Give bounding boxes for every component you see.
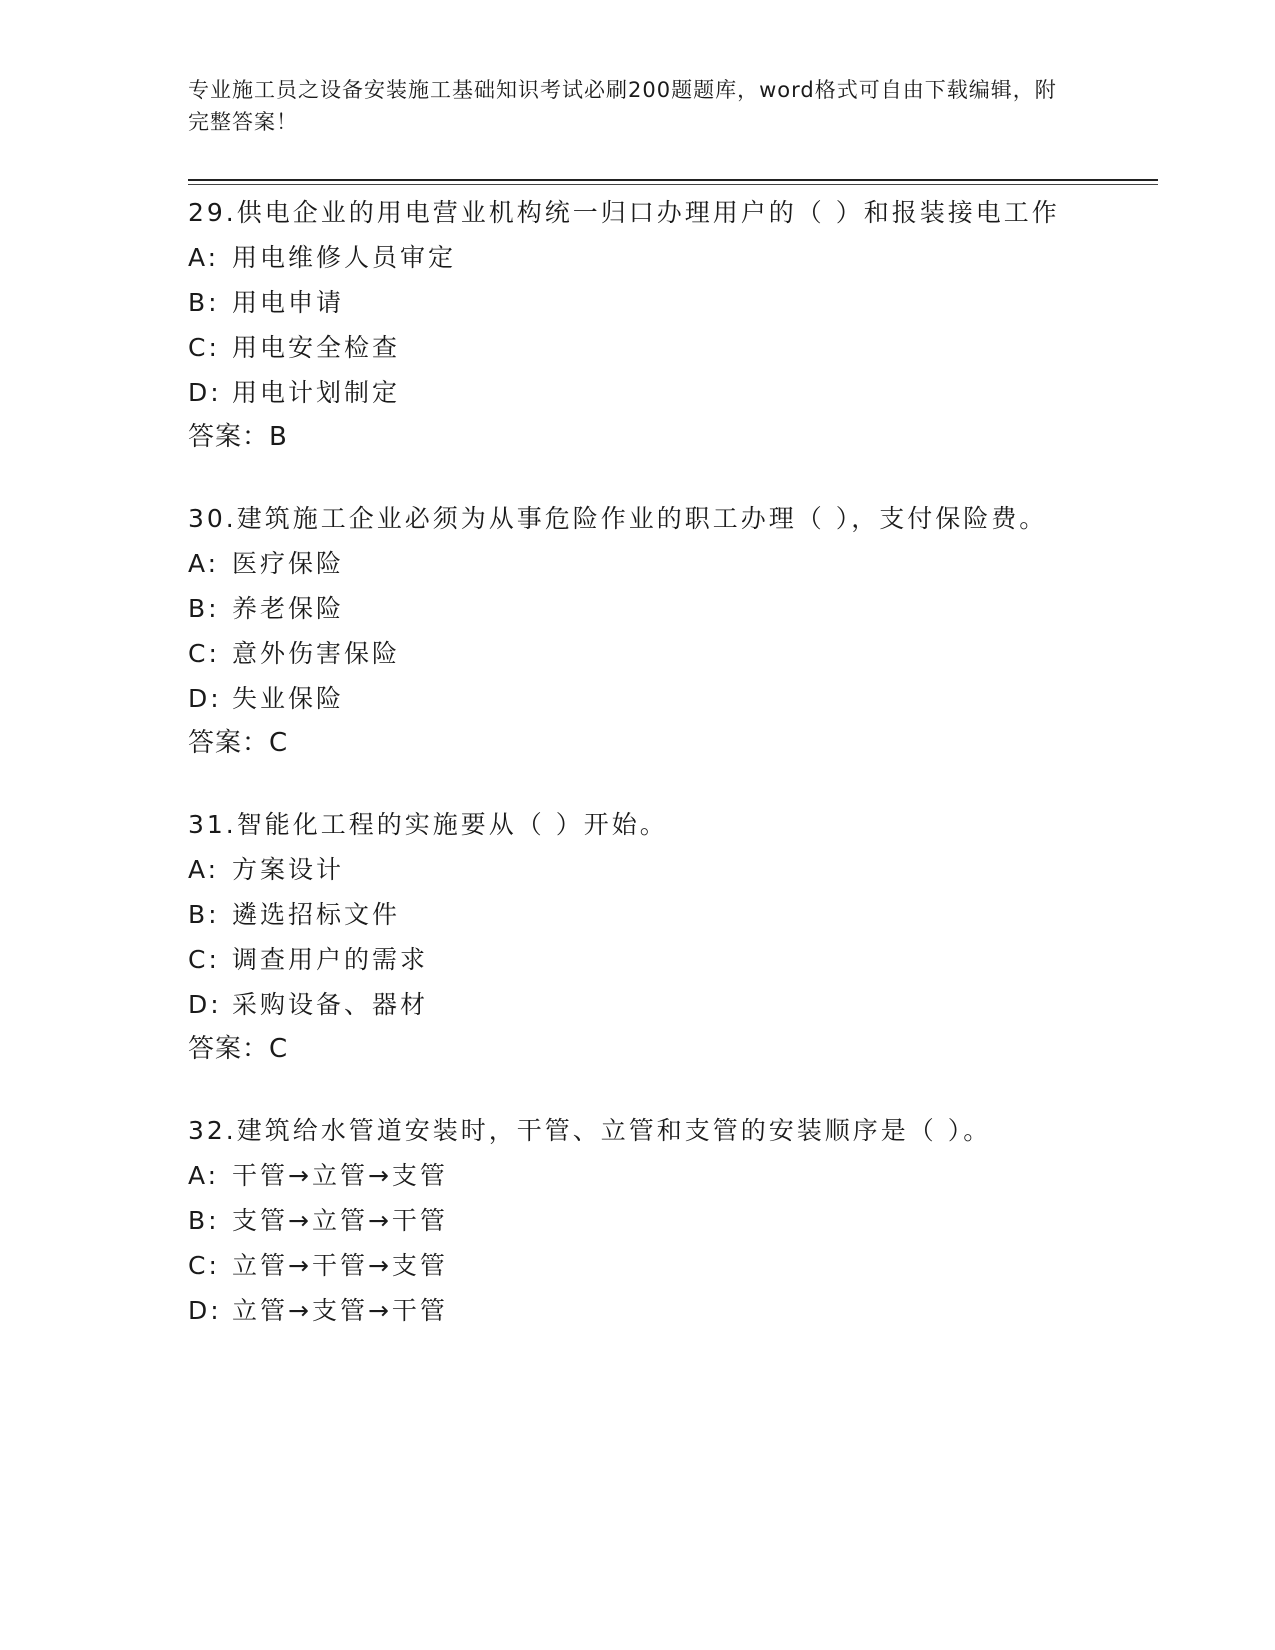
option-c: [188, 325, 1068, 370]
question-text: 29.供电企业的用电营业机构统一归口办理用户的（ ）和报装接电工作: [188, 198, 1060, 227]
option-key: B:: [188, 288, 220, 317]
option-key: D:: [188, 684, 222, 713]
option-text: 失业保险: [232, 684, 345, 713]
option-key: C:: [188, 333, 220, 362]
option-text: 用电申请: [232, 288, 345, 317]
option-b: [188, 1198, 1068, 1243]
option-b: [188, 586, 1068, 631]
header-rule-thin: [188, 184, 1158, 185]
option-key: D:: [188, 990, 222, 1019]
option-c: [188, 937, 1068, 982]
question-31: [188, 802, 1068, 1072]
option-key: A:: [188, 1161, 220, 1190]
option-text: 立管→干管→支管: [232, 1251, 448, 1280]
option-a: [188, 541, 1068, 586]
document-header: 专业施工员之设备安装施工基础知识考试必刷200题题库，word格式可自由下载编辑，附完整答案！: [188, 78, 1057, 134]
option-text: 用电安全检查: [232, 333, 401, 362]
option-text: 立管→支管→干管: [232, 1296, 448, 1325]
option-d: [188, 676, 1068, 721]
option-c: [188, 631, 1068, 676]
option-key: B:: [188, 594, 220, 623]
option-text: 支管→立管→干管: [232, 1206, 448, 1235]
question-32: [188, 1108, 1068, 1333]
option-text: 干管→立管→支管: [232, 1161, 448, 1190]
option-b: [188, 892, 1068, 937]
option-text: 遴选招标文件: [232, 900, 401, 929]
question-30: [188, 496, 1068, 766]
answer-line: 答案：B: [188, 422, 288, 452]
option-text: 意外伤害保险: [232, 639, 401, 668]
option-key: C:: [188, 1251, 220, 1280]
option-a: [188, 847, 1068, 892]
question-text: 30.建筑施工企业必须为从事危险作业的职工办理（ ），支付保险费。: [188, 504, 1048, 533]
question-29: [188, 190, 1068, 460]
option-d: [188, 982, 1068, 1027]
option-text: 采购设备、器材: [232, 990, 429, 1019]
answer-line: 答案：C: [188, 728, 289, 758]
option-d: [188, 370, 1068, 415]
question-text: 32.建筑给水管道安装时，干管、立管和支管的安装顺序是（ ）。: [188, 1116, 992, 1145]
option-d: [188, 1288, 1068, 1333]
option-key: A:: [188, 855, 220, 884]
question-text: 31.智能化工程的实施要从（ ）开始。: [188, 810, 668, 839]
option-c: [188, 1243, 1068, 1288]
option-a: [188, 1153, 1068, 1198]
option-text: 调查用户的需求: [232, 945, 429, 974]
option-key: A:: [188, 243, 220, 272]
option-key: C:: [188, 945, 220, 974]
option-text: 用电计划制定: [232, 378, 401, 407]
option-a: [188, 235, 1068, 280]
option-key: C:: [188, 639, 220, 668]
option-key: A:: [188, 549, 220, 578]
option-text: 方案设计: [232, 855, 345, 884]
header-rule-thick: [188, 179, 1158, 181]
option-text: 用电维修人员审定: [232, 243, 457, 272]
question-list: [188, 190, 1068, 1369]
option-key: D:: [188, 1296, 222, 1325]
answer-line: 答案：C: [188, 1034, 289, 1064]
option-key: B:: [188, 900, 220, 929]
option-b: [188, 280, 1068, 325]
option-text: 医疗保险: [232, 549, 345, 578]
option-text: 养老保险: [232, 594, 345, 623]
option-key: B:: [188, 1206, 220, 1235]
option-key: D:: [188, 378, 222, 407]
